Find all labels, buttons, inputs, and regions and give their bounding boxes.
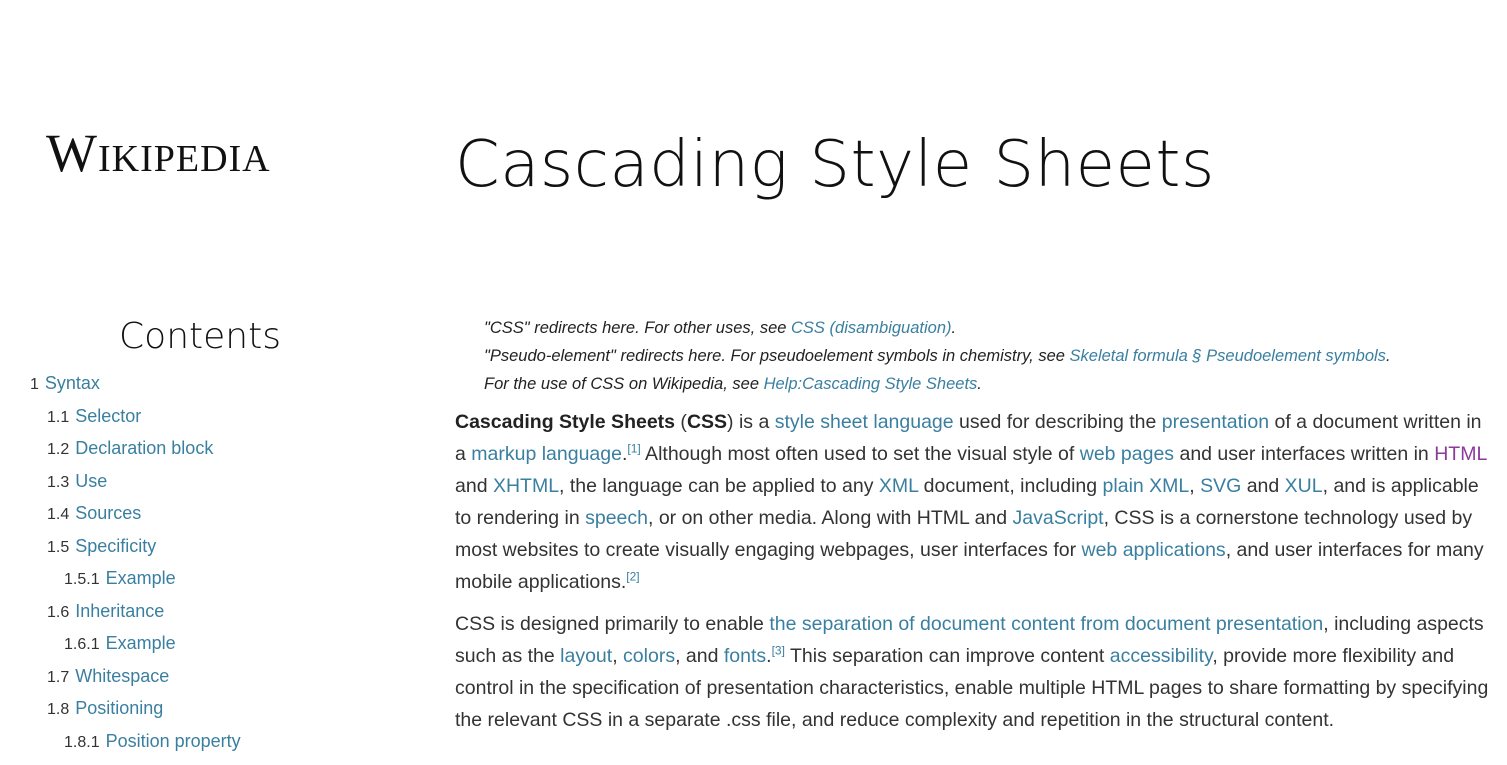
toc-link[interactable]: Inheritance bbox=[75, 600, 165, 621]
toc-number: 1.8 bbox=[47, 701, 70, 718]
toc-link[interactable]: Declaration block bbox=[75, 438, 214, 458]
toc-item-1-8-1-position-property[interactable] bbox=[0, 725, 400, 758]
link-plain-xml[interactable]: plain XML bbox=[1102, 475, 1190, 497]
toc-number: 1.3 bbox=[47, 473, 70, 491]
hatnote-link-help-cascading-style-sheets[interactable]: Help:Cascading Style Sheets bbox=[763, 375, 978, 393]
hatnote-link-css-disambiguation[interactable]: CSS (disambiguation) bbox=[791, 319, 952, 337]
lead-paragraph-2: CSS is designed primarily to enable the separation of document content from document presentation, including aspects such as the layout, colors, and fonts.[3] This separation can improve content accessibility, provide more flexibility and control in the specification of presentation characteristics, enable multiple HTML pages to share formatting by specifying the relevant CSS in a separate .css file, and reduce complexity and repetition in the structural content. bbox=[455, 613, 1489, 731]
link-speech[interactable]: speech bbox=[585, 507, 648, 529]
link-markup-language[interactable]: markup language bbox=[471, 443, 622, 465]
citation-link[interactable]: [2] bbox=[626, 569, 640, 584]
toc-link[interactable]: Use bbox=[75, 470, 108, 491]
toc-link[interactable]: Whitespace bbox=[75, 665, 170, 686]
link-web-pages[interactable]: web pages bbox=[1079, 443, 1175, 465]
hatnote-2: "Pseudo-element" redirects here. For pseudoelement symbols in chemistry, see Skeletal formula § Pseudoelement symbols. bbox=[484, 347, 1391, 365]
hatnote-1: "CSS" redirects here. For other uses, see CSS (disambiguation). bbox=[484, 319, 957, 337]
link-javascript[interactable]: JavaScript bbox=[1012, 507, 1104, 529]
hatnote-link-skeletal-formula-pseudoelement-symbols[interactable]: Skeletal formula § Pseudoelement symbols bbox=[1069, 347, 1386, 365]
toc-item-1-4-sources[interactable] bbox=[0, 497, 400, 530]
toc-item-1-7-whitespace[interactable] bbox=[0, 660, 400, 693]
toc-number: 1.5.1 bbox=[64, 571, 100, 588]
lead-paragraph-1: Cascading Style Sheets (CSS) is a style sheet language used for describing the presentation of a document written in a markup language.[1] Although most often used to set the visual style of web pages and user interfaces written in HTML and XHTML, the language can be applied to any XML document, including plain XML, SVG and XUL, and is applicable to rendering in speech, or on other media. Along with HTML and JavaScript, CSS is a cornerstone technology used by most websites to create visually engaging webpages, user interfaces for web applications, and user interfaces for many mobile applications.[2] bbox=[455, 411, 1487, 593]
hatnotes bbox=[484, 314, 1494, 398]
toc-item-1-2-declaration-block[interactable] bbox=[0, 432, 400, 465]
citation bbox=[772, 644, 785, 658]
toc-item-1-8-positioning[interactable] bbox=[0, 692, 400, 725]
link-xul[interactable]: XUL bbox=[1284, 475, 1323, 497]
hatnote-3: For the use of CSS on Wikipedia, see Help:Cascading Style Sheets. bbox=[484, 375, 982, 393]
toc-item-1-1-selector[interactable] bbox=[0, 400, 400, 433]
citation-link[interactable]: [1] bbox=[627, 441, 641, 456]
citation-link[interactable]: [3] bbox=[771, 643, 785, 658]
toc-link[interactable]: Example bbox=[105, 633, 176, 653]
toc-item-1-syntax[interactable] bbox=[0, 367, 400, 400]
toc-number: 1.5 bbox=[47, 538, 70, 556]
toc-item-1-5-1-example[interactable] bbox=[0, 562, 400, 595]
toc-link[interactable]: Position property bbox=[105, 730, 241, 751]
toc-item-1-6-1-example[interactable] bbox=[0, 627, 400, 660]
toc-link[interactable]: Selector bbox=[75, 405, 142, 426]
toc-title: Contents bbox=[119, 316, 281, 357]
toc-number: 1.2 bbox=[47, 441, 70, 458]
link-colors[interactable]: colors bbox=[623, 645, 676, 667]
link-the-separation-of-document-content-from-document-presentation[interactable]: the separation of document content from document presentation bbox=[769, 613, 1324, 635]
citation bbox=[626, 570, 639, 584]
bold-term: CSS bbox=[686, 411, 728, 433]
toc-list bbox=[0, 367, 400, 757]
link-web-applications[interactable]: web applications bbox=[1081, 539, 1226, 561]
page-title: Cascading Style Sheets bbox=[455, 128, 1215, 202]
article-body bbox=[455, 406, 1495, 746]
toc-item-1-6-inheritance[interactable] bbox=[0, 595, 400, 628]
toc-number: 1.6 bbox=[47, 603, 70, 621]
citation bbox=[627, 442, 640, 456]
toc-link[interactable]: Positioning bbox=[75, 698, 164, 718]
link-style-sheet-language[interactable]: style sheet language bbox=[774, 411, 954, 433]
toc-number: 1.1 bbox=[47, 408, 70, 426]
link-accessibility[interactable]: accessibility bbox=[1109, 645, 1213, 667]
link-xhtml[interactable]: XHTML bbox=[492, 475, 560, 497]
toc-link[interactable]: Specificity bbox=[75, 535, 157, 556]
wikipedia-logo[interactable]: Wikipedia bbox=[46, 123, 271, 183]
table-of-contents bbox=[0, 316, 400, 757]
toc-link[interactable]: Syntax bbox=[44, 373, 100, 393]
toc-number: 1.6.1 bbox=[64, 636, 100, 653]
toc-link[interactable]: Example bbox=[105, 568, 176, 588]
toc-item-1-3-use[interactable] bbox=[0, 465, 400, 498]
toc-number: 1.7 bbox=[47, 668, 70, 686]
toc-number: 1 bbox=[30, 376, 39, 393]
link-xml[interactable]: XML bbox=[878, 475, 919, 497]
toc-link[interactable]: Sources bbox=[75, 503, 142, 523]
link-presentation[interactable]: presentation bbox=[1161, 411, 1270, 433]
toc-item-1-5-specificity[interactable] bbox=[0, 530, 400, 563]
bold-term: Cascading Style Sheets bbox=[455, 411, 676, 433]
toc-number: 1.8.1 bbox=[64, 733, 100, 751]
link-svg[interactable]: SVG bbox=[1200, 475, 1242, 497]
link-fonts[interactable]: fonts bbox=[723, 645, 767, 667]
link-layout[interactable]: layout bbox=[560, 645, 613, 667]
link-html[interactable]: HTML bbox=[1434, 443, 1487, 465]
toc-number: 1.4 bbox=[47, 506, 70, 523]
